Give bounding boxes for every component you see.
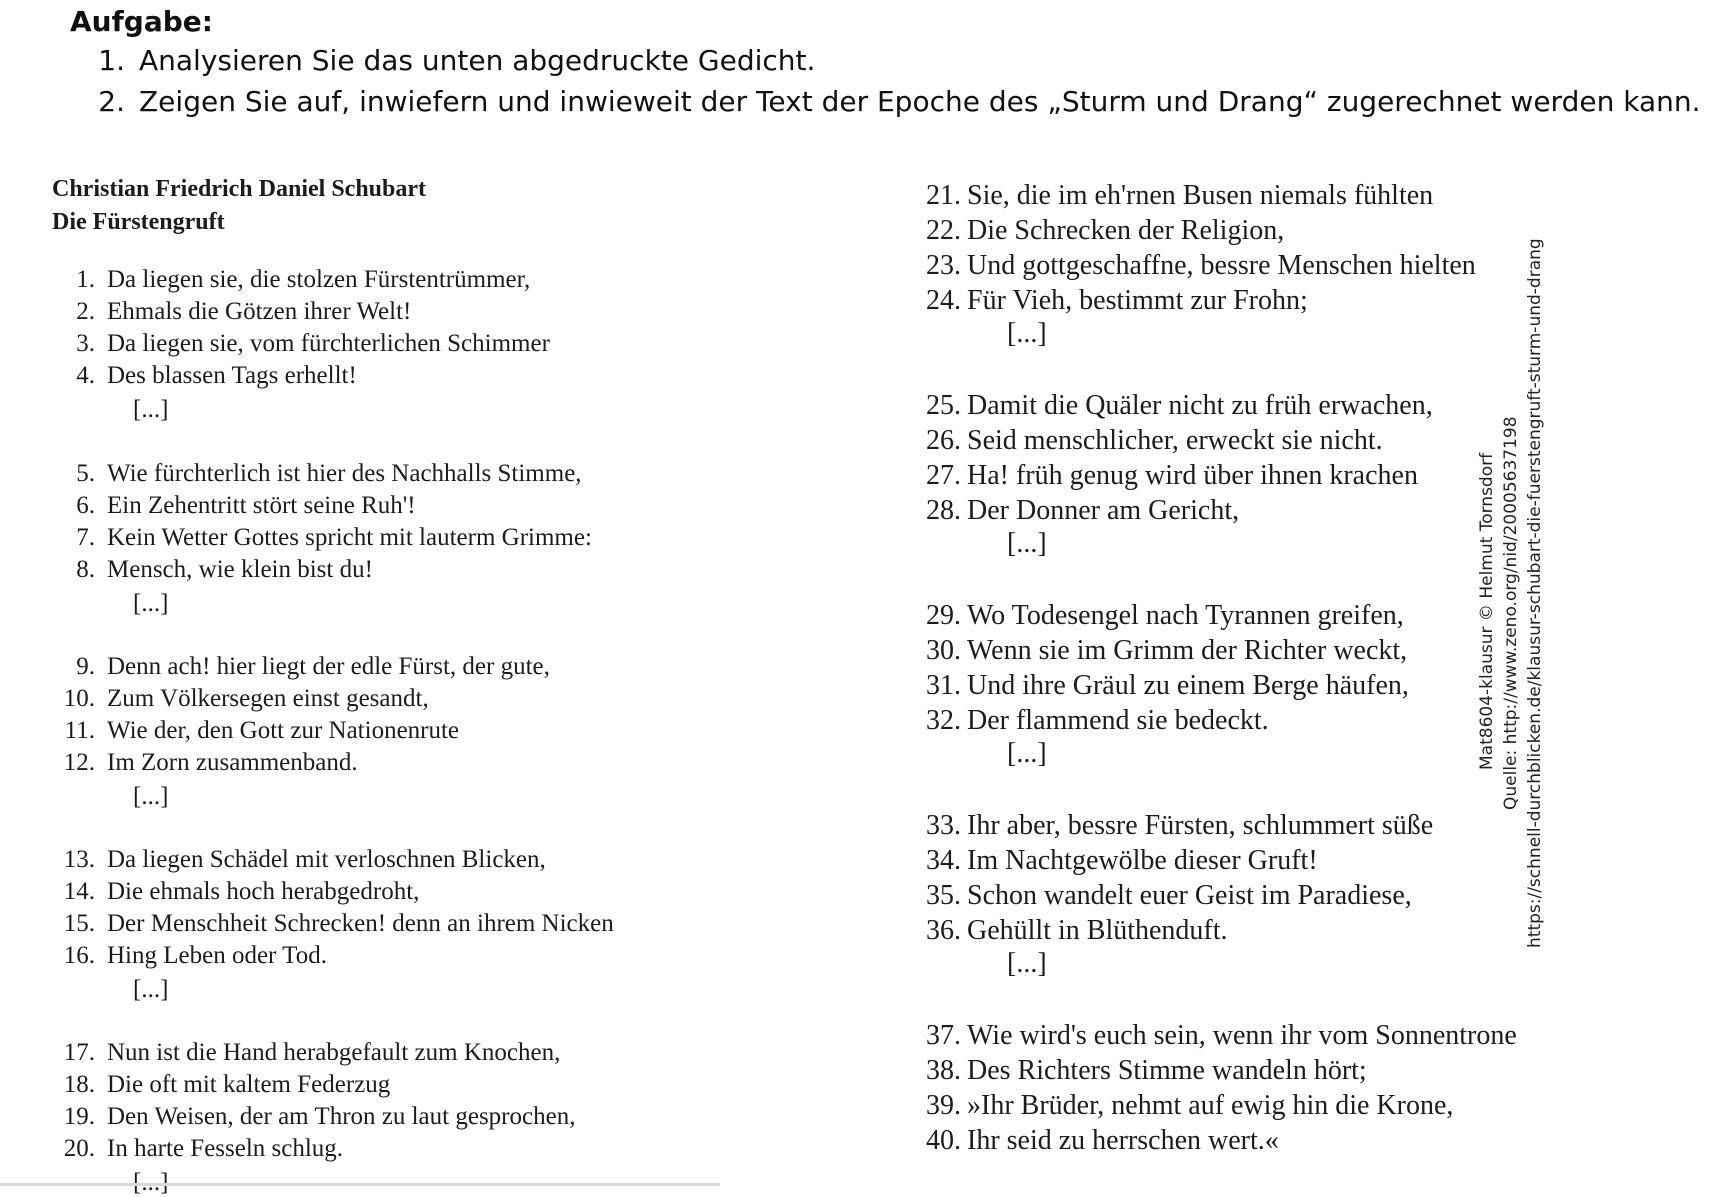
poem-title: Die Fürstengruft <box>52 209 225 235</box>
side-note-url: https://schnell-durchblicken.de/klausur-schubart-die-fuerstengruft-sturm-und-drang <box>1525 238 1545 948</box>
poem-line-number: 7. <box>76 524 95 551</box>
poem-line-text: Des Richters Stimme wandeln hört; <box>967 1055 1367 1086</box>
poem-line-number: 20. <box>63 1135 95 1162</box>
poem-line-text: Im Nachtgewölbe dieser Gruft! <box>967 845 1318 876</box>
poem-line-text: Da liegen Schädel mit verloschnen Blicken, <box>107 846 546 873</box>
poem-line-number: 38. <box>926 1055 961 1086</box>
task-item-number: 2. <box>98 85 125 118</box>
task-heading: Aufgabe: <box>70 5 213 38</box>
poem-line <box>911 1090 1453 1122</box>
poem-line-number: 34. <box>926 845 961 876</box>
poem-line <box>40 1103 575 1131</box>
poem-line-number: 5. <box>76 460 95 487</box>
task-section <box>70 4 1701 122</box>
poem-line <box>911 180 1433 212</box>
poem-line <box>911 285 1308 317</box>
poem-line <box>911 1125 1279 1157</box>
poem-line-number: 39. <box>926 1090 961 1121</box>
poem-line-text: Seid menschlicher, erweckt sie nicht. <box>967 425 1383 456</box>
poem-line <box>40 460 582 488</box>
poem-line-text: Kein Wetter Gottes spricht mit lauterm Grimme: <box>107 524 592 551</box>
poem-line-text: Und ihre Gräul zu einem Berge häufen, <box>967 670 1409 701</box>
poem-line <box>911 670 1409 702</box>
poem-line-number: 32. <box>926 705 961 736</box>
task-item <box>70 40 1701 81</box>
poem-line-text: Die ehmals hoch herabgedroht, <box>107 878 420 905</box>
poem-line <box>40 749 358 777</box>
poem-line-text: Wie der, den Gott zur Nationenrute <box>107 717 460 744</box>
poem-line-number: 40. <box>926 1125 961 1156</box>
poem-line-number: 29. <box>926 600 961 631</box>
poem-line-text: Mensch, wie klein bist du! <box>107 556 373 583</box>
poem-line <box>911 460 1418 492</box>
poem-line <box>911 390 1433 422</box>
poem-line-number: 23. <box>926 250 961 281</box>
poem-line-number: 13. <box>63 846 95 873</box>
poem-line-number: 8. <box>76 556 95 583</box>
poem-line-number: 15. <box>63 910 95 937</box>
poem-line-text: Nun ist die Hand herabgefault zum Knochen, <box>107 1039 561 1066</box>
poem-line-text: Ihr seid zu herrschen wert.« <box>967 1125 1279 1156</box>
poem-line-number: 33. <box>926 810 961 841</box>
task-item-text: Analysieren Sie das unten abgedruckte Gedicht. <box>139 44 816 77</box>
poem-line <box>40 362 357 390</box>
side-note-source: Quelle: http://www.zeno.org/nid/20005637198 <box>1501 416 1521 810</box>
poem-line <box>40 1039 560 1067</box>
poem-line-number: 14. <box>63 878 95 905</box>
poem-line-text: Der Menschheit Schrecken! denn an ihrem Nicken <box>107 910 614 937</box>
poem-line-number: 31. <box>926 670 961 701</box>
poem-line-text: Im Zorn zusammenband. <box>107 749 358 776</box>
poem-line-text: Den Weisen, der am Thron zu laut gesprochen, <box>107 1103 576 1130</box>
poem-line-text: In harte Fesseln schlug. <box>107 1135 344 1162</box>
poem-line-number: 4. <box>76 362 95 389</box>
poem-line <box>911 880 1412 912</box>
poem-line <box>911 810 1433 842</box>
task-list <box>70 40 1701 122</box>
poem-line-number: 24. <box>926 285 961 316</box>
poem-line-text: Da liegen sie, vom fürchterlichen Schimmer <box>107 330 550 357</box>
side-note-copyright: Mat8604-klausur © Helmut Tornsdorf <box>1477 452 1497 770</box>
poem-line-text: Für Vieh, bestimmt zur Frohn; <box>967 285 1308 316</box>
poem-line-number: 36. <box>926 915 961 946</box>
poem-omission-marker: [...] <box>1007 318 1047 349</box>
task-item <box>70 81 1701 122</box>
poem-omission-marker: [...] <box>133 783 169 810</box>
poem-line <box>40 878 419 906</box>
poem-omission-marker: [...] <box>133 976 169 1003</box>
poem-line <box>911 915 1228 947</box>
poem-line-text: Die oft mit kaltem Federzug <box>107 1071 391 1098</box>
poem-line-text: Ein Zehentritt stört seine Ruh'! <box>107 492 416 519</box>
poem-line-number: 19. <box>63 1103 95 1130</box>
poem-line-text: Ha! früh genug wird über ihnen krachen <box>967 460 1418 491</box>
poem-line-number: 27. <box>926 460 961 491</box>
poem-omission-marker: [...] <box>133 396 169 423</box>
poem-line-number: 12. <box>63 749 95 776</box>
poem-line-number: 6. <box>76 492 95 519</box>
poem-line <box>40 330 550 358</box>
poem-line-number: 1. <box>76 266 95 293</box>
poem-line-number: 9. <box>76 653 95 680</box>
task-item-text: Zeigen Sie auf, inwiefern und inwieweit der Text der Epoche des „Sturm und Drang“ zugerechnet werden kann. <box>139 85 1701 118</box>
poem-line <box>911 635 1407 667</box>
poem-line-number: 17. <box>63 1039 95 1066</box>
poem-omission-marker: [...] <box>1007 948 1047 979</box>
poem-line <box>40 910 614 938</box>
poem-author: Christian Friedrich Daniel Schubart <box>52 176 427 202</box>
poem-line <box>40 266 530 294</box>
poem-line-number: 16. <box>63 942 95 969</box>
poem-line <box>40 1071 390 1099</box>
poem-line <box>911 250 1476 282</box>
poem-line-number: 21. <box>926 180 961 211</box>
poem-line <box>911 600 1404 632</box>
poem-line-text: Zum Völkersegen einst gesandt, <box>107 685 429 712</box>
poem-line-number: 35. <box>926 880 961 911</box>
poem-line-text: Wenn sie im Grimm der Richter weckt, <box>967 635 1408 666</box>
poem-line <box>911 1020 1517 1052</box>
poem-omission-marker: [...] <box>1007 738 1047 769</box>
poem-line-text: Schon wandelt euer Geist im Paradiese, <box>967 880 1412 911</box>
poem-line-text: Wie fürchterlich ist hier des Nachhalls Stimme, <box>107 460 582 487</box>
poem-line-number: 37. <box>926 1020 961 1051</box>
poem-line <box>40 524 592 552</box>
poem-line-text: Die Schrecken der Religion, <box>967 215 1285 246</box>
poem-line-number: 18. <box>63 1071 95 1098</box>
poem-line-number: 26. <box>926 425 961 456</box>
poem-omission-marker: [...] <box>133 590 169 617</box>
poem-line-text: Sie, die im eh'rnen Busen niemals fühlten <box>967 180 1434 211</box>
poem-line <box>911 425 1383 457</box>
poem-line-text: Ihr aber, bessre Fürsten, schlummert süße <box>967 810 1434 841</box>
poem-line-number: 30. <box>926 635 961 666</box>
task-item-number: 1. <box>98 44 125 77</box>
poem-line-number: 2. <box>76 298 95 325</box>
poem-line-number: 22. <box>926 215 961 246</box>
poem-line <box>40 653 550 681</box>
poem-omission-marker: [...] <box>1007 528 1047 559</box>
poem-line <box>40 298 411 326</box>
poem-line-text: Der Donner am Gericht, <box>967 495 1240 526</box>
poem-line <box>911 1055 1367 1087</box>
poem-line <box>40 846 546 874</box>
poem-line-text: »Ihr Brüder, nehmt auf ewig hin die Krone, <box>967 1090 1454 1121</box>
poem-line-text: Und gottgeschaffne, bessre Menschen hielten <box>967 250 1476 281</box>
poem-line-text: Hing Leben oder Tod. <box>107 942 327 969</box>
poem-line <box>40 556 373 584</box>
poem-line-number: 25. <box>926 390 961 421</box>
poem-line-text: Wie wird's euch sein, wenn ihr vom Sonnentrone <box>967 1020 1517 1051</box>
poem-line <box>40 717 459 745</box>
poem-line <box>40 492 416 520</box>
poem-line-text: Ehmals die Götzen ihrer Welt! <box>107 298 412 325</box>
poem-line-number: 28. <box>926 495 961 526</box>
poem-line <box>911 845 1318 877</box>
poem-line <box>40 1135 343 1163</box>
poem-line-number: 10. <box>63 685 95 712</box>
poem-line <box>911 215 1284 247</box>
poem-line-text: Da liegen sie, die stolzen Fürstentrümmer, <box>107 266 531 293</box>
poem-line-text: Damit die Quäler nicht zu früh erwachen, <box>967 390 1433 421</box>
poem-line <box>40 942 327 970</box>
poem-line-text: Des blassen Tags erhellt! <box>107 362 357 389</box>
poem-line-number: 11. <box>64 717 95 744</box>
poem-line <box>40 685 429 713</box>
poem-line-text: Gehüllt in Blüthenduft. <box>967 915 1228 946</box>
poem-line-text: Der flammend sie bedeckt. <box>967 705 1269 736</box>
poem-line-text: Wo Todesengel nach Tyrannen greifen, <box>967 600 1404 631</box>
poem-line <box>911 705 1269 737</box>
poem-line-number: 3. <box>76 330 95 357</box>
poem-line-text: Denn ach! hier liegt der edle Fürst, der gute, <box>107 653 550 680</box>
poem-line <box>911 495 1239 527</box>
